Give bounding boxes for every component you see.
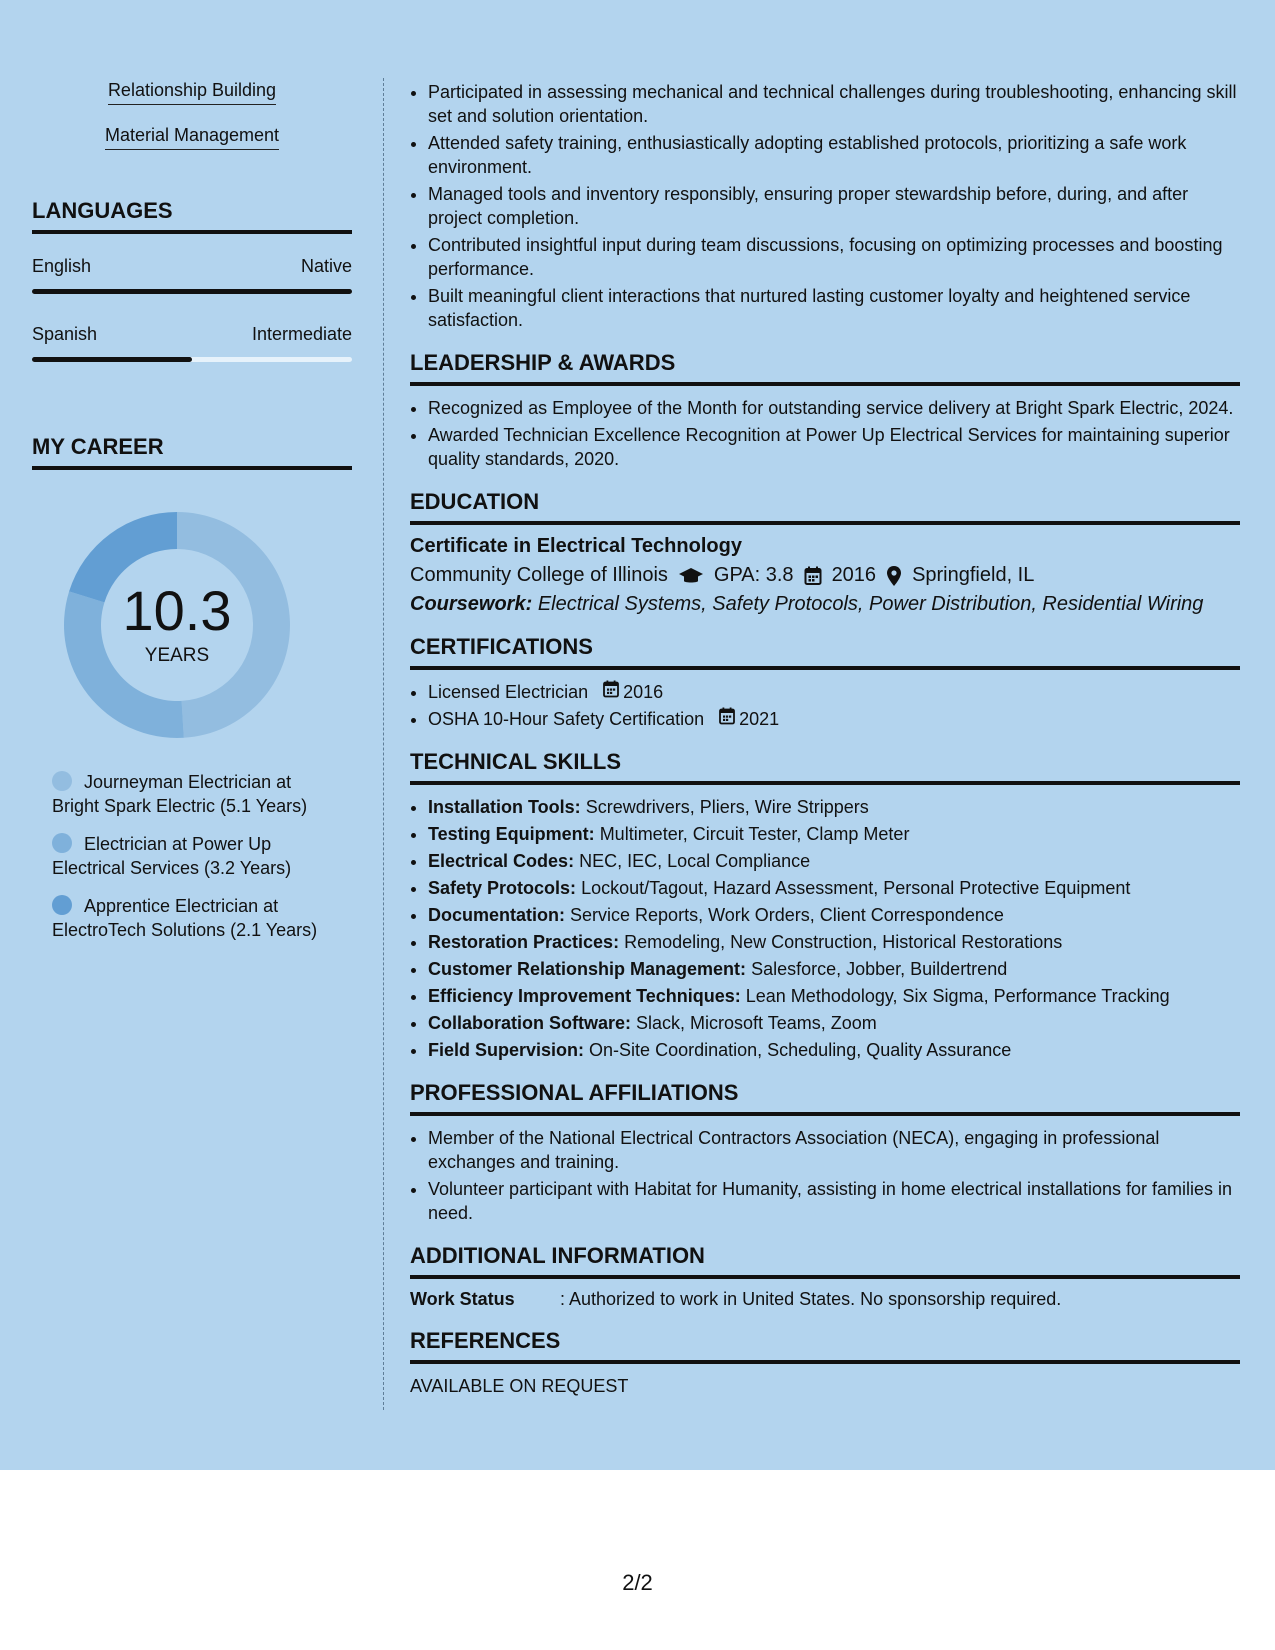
sidebar — [32, 80, 352, 956]
list-item: • Recognized as Employee of the Month for outstanding service delivery at Bright Spark Electric, 2024. — [428, 396, 1240, 420]
column-divider — [383, 78, 384, 1410]
language-name: Spanish — [32, 324, 98, 344]
coursework-label: Coursework: — [410, 593, 533, 615]
calendar-icon — [804, 566, 822, 586]
leadership-section — [410, 350, 1240, 471]
career-total-years: 10.3 — [122, 579, 232, 642]
skill-tag: Relationship Building — [32, 80, 352, 105]
list-item: • OSHA 10-Hour Safety Certification 2021 — [428, 707, 1240, 731]
list-item: • Safety Protocols: Lockout/Tagout, Hazard Assessment, Personal Protective Equipment — [428, 876, 1240, 900]
list-item: • Collaboration Software: Slack, Microsoft Teams, Zoom — [428, 1011, 1240, 1035]
language-proficiency-fill — [32, 289, 352, 294]
map-pin-icon — [886, 565, 902, 587]
section-heading: EDUCATION — [410, 489, 1240, 525]
references-section — [410, 1328, 1240, 1397]
language-proficiency-bar — [32, 357, 352, 362]
school-name: Community College of Illinois — [410, 564, 668, 586]
list-item: • Installation Tools: Screwdrivers, Pliers, Wire Strippers — [428, 795, 1240, 819]
legend-dot — [52, 895, 72, 915]
section-heading: TECHNICAL SKILLS — [410, 749, 1240, 785]
additional-info-section — [410, 1243, 1240, 1310]
list-item: • Documentation: Service Reports, Work Orders, Client Correspondence — [428, 903, 1240, 927]
list-item: • Field Supervision: On-Site Coordination, Scheduling, Quality Assurance — [428, 1038, 1240, 1062]
career-donut-chart — [62, 510, 292, 740]
degree-title: Certificate in Electrical Technology — [410, 535, 742, 557]
graduation-year: 2016 — [831, 564, 877, 586]
career-unit: YEARS — [144, 645, 210, 666]
section-heading: REFERENCES — [410, 1328, 1240, 1364]
language-proficiency-fill — [32, 357, 192, 362]
section-heading: PROFESSIONAL AFFILIATIONS — [410, 1080, 1240, 1116]
language-name: English — [32, 256, 92, 276]
list-item: • Contributed insightful input during team discussions, focusing on optimizing processes and boosting performance. — [428, 233, 1240, 281]
coursework-list: Electrical Systems, Safety Protocols, Power Distribution, Residential Wiring — [537, 593, 1204, 615]
skill-tag: Material Management — [32, 125, 352, 150]
legend-dot — [52, 833, 72, 853]
career-legend-item: Apprentice Electrician at ElectroTech Solutions (2.1 Years) — [52, 896, 318, 940]
list-item: • Volunteer participant with Habitat for Humanity, assisting in home electrical installations for families in need. — [428, 1177, 1240, 1225]
list-item: • Built meaningful client interactions that nurtured lasting customer loyalty and heightened service satisfaction. — [428, 284, 1240, 332]
references-text: AVAILABLE ON REQUEST — [410, 1376, 629, 1396]
page-number: 2/2 — [622, 1570, 653, 1595]
language-level: Intermediate — [251, 324, 352, 344]
education-details — [410, 564, 1240, 587]
languages-heading: LANGUAGES — [32, 198, 352, 234]
calendar-icon — [603, 680, 623, 704]
list-item: • Licensed Electrician 2016 — [428, 680, 1240, 704]
list-item: • Restoration Practices: Remodeling, New Construction, Historical Restorations — [428, 930, 1240, 954]
education-section — [410, 489, 1240, 616]
list-item: • Member of the National Electrical Contractors Association (NECA), engaging in professional exchanges and training. — [428, 1126, 1240, 1174]
career-legend-item: Journeyman Electrician at Bright Spark Electric (5.1 Years) — [52, 772, 308, 816]
language-level: Native — [300, 256, 352, 276]
work-status-label: Work Status — [410, 1289, 515, 1309]
legend-dot — [52, 771, 72, 791]
career-heading: MY CAREER — [32, 434, 352, 470]
calendar-icon — [719, 707, 739, 731]
experience-bullets — [410, 80, 1240, 332]
list-item: • Participated in assessing mechanical and technical challenges during troubleshooting, enhancing skill set and solution orientation. — [428, 80, 1240, 128]
graduation-cap-icon — [678, 566, 704, 586]
gpa: GPA: 3.8 — [713, 564, 794, 586]
section-heading: CERTIFICATIONS — [410, 634, 1240, 670]
certifications-section — [410, 634, 1240, 731]
affiliations-section — [410, 1080, 1240, 1225]
career-legend-item: Electrician at Power Up Electrical Services (3.2 Years) — [52, 834, 292, 878]
list-item: • Customer Relationship Management: Salesforce, Jobber, Buildertrend — [428, 957, 1240, 981]
main-column — [410, 80, 1240, 1397]
section-heading: ADDITIONAL INFORMATION — [410, 1243, 1240, 1279]
coursework — [410, 593, 1240, 616]
language-item — [32, 324, 352, 362]
language-item — [32, 256, 352, 294]
education-location: Springfield, IL — [912, 564, 1035, 586]
list-item: • Efficiency Improvement Techniques: Lean Methodology, Six Sigma, Performance Tracking — [428, 984, 1240, 1008]
career-legend — [52, 770, 332, 942]
list-item: • Testing Equipment: Multimeter, Circuit Tester, Clamp Meter — [428, 822, 1240, 846]
work-status-value: : Authorized to work in United States. No sponsorship required. — [560, 1289, 1062, 1309]
list-item: • Electrical Codes: NEC, IEC, Local Compliance — [428, 849, 1240, 873]
list-item: • Awarded Technician Excellence Recognition at Power Up Electrical Services for maintaining superior quality standards, 2020. — [428, 423, 1240, 471]
list-item: • Managed tools and inventory responsibly, ensuring proper stewardship before, during, and after project completion. — [428, 182, 1240, 230]
list-item: • Attended safety training, enthusiastically adopting established protocols, prioritizing a safe work environment. — [428, 131, 1240, 179]
section-heading: LEADERSHIP & AWARDS — [410, 350, 1240, 386]
technical-skills-section — [410, 749, 1240, 1062]
language-proficiency-bar — [32, 289, 352, 294]
